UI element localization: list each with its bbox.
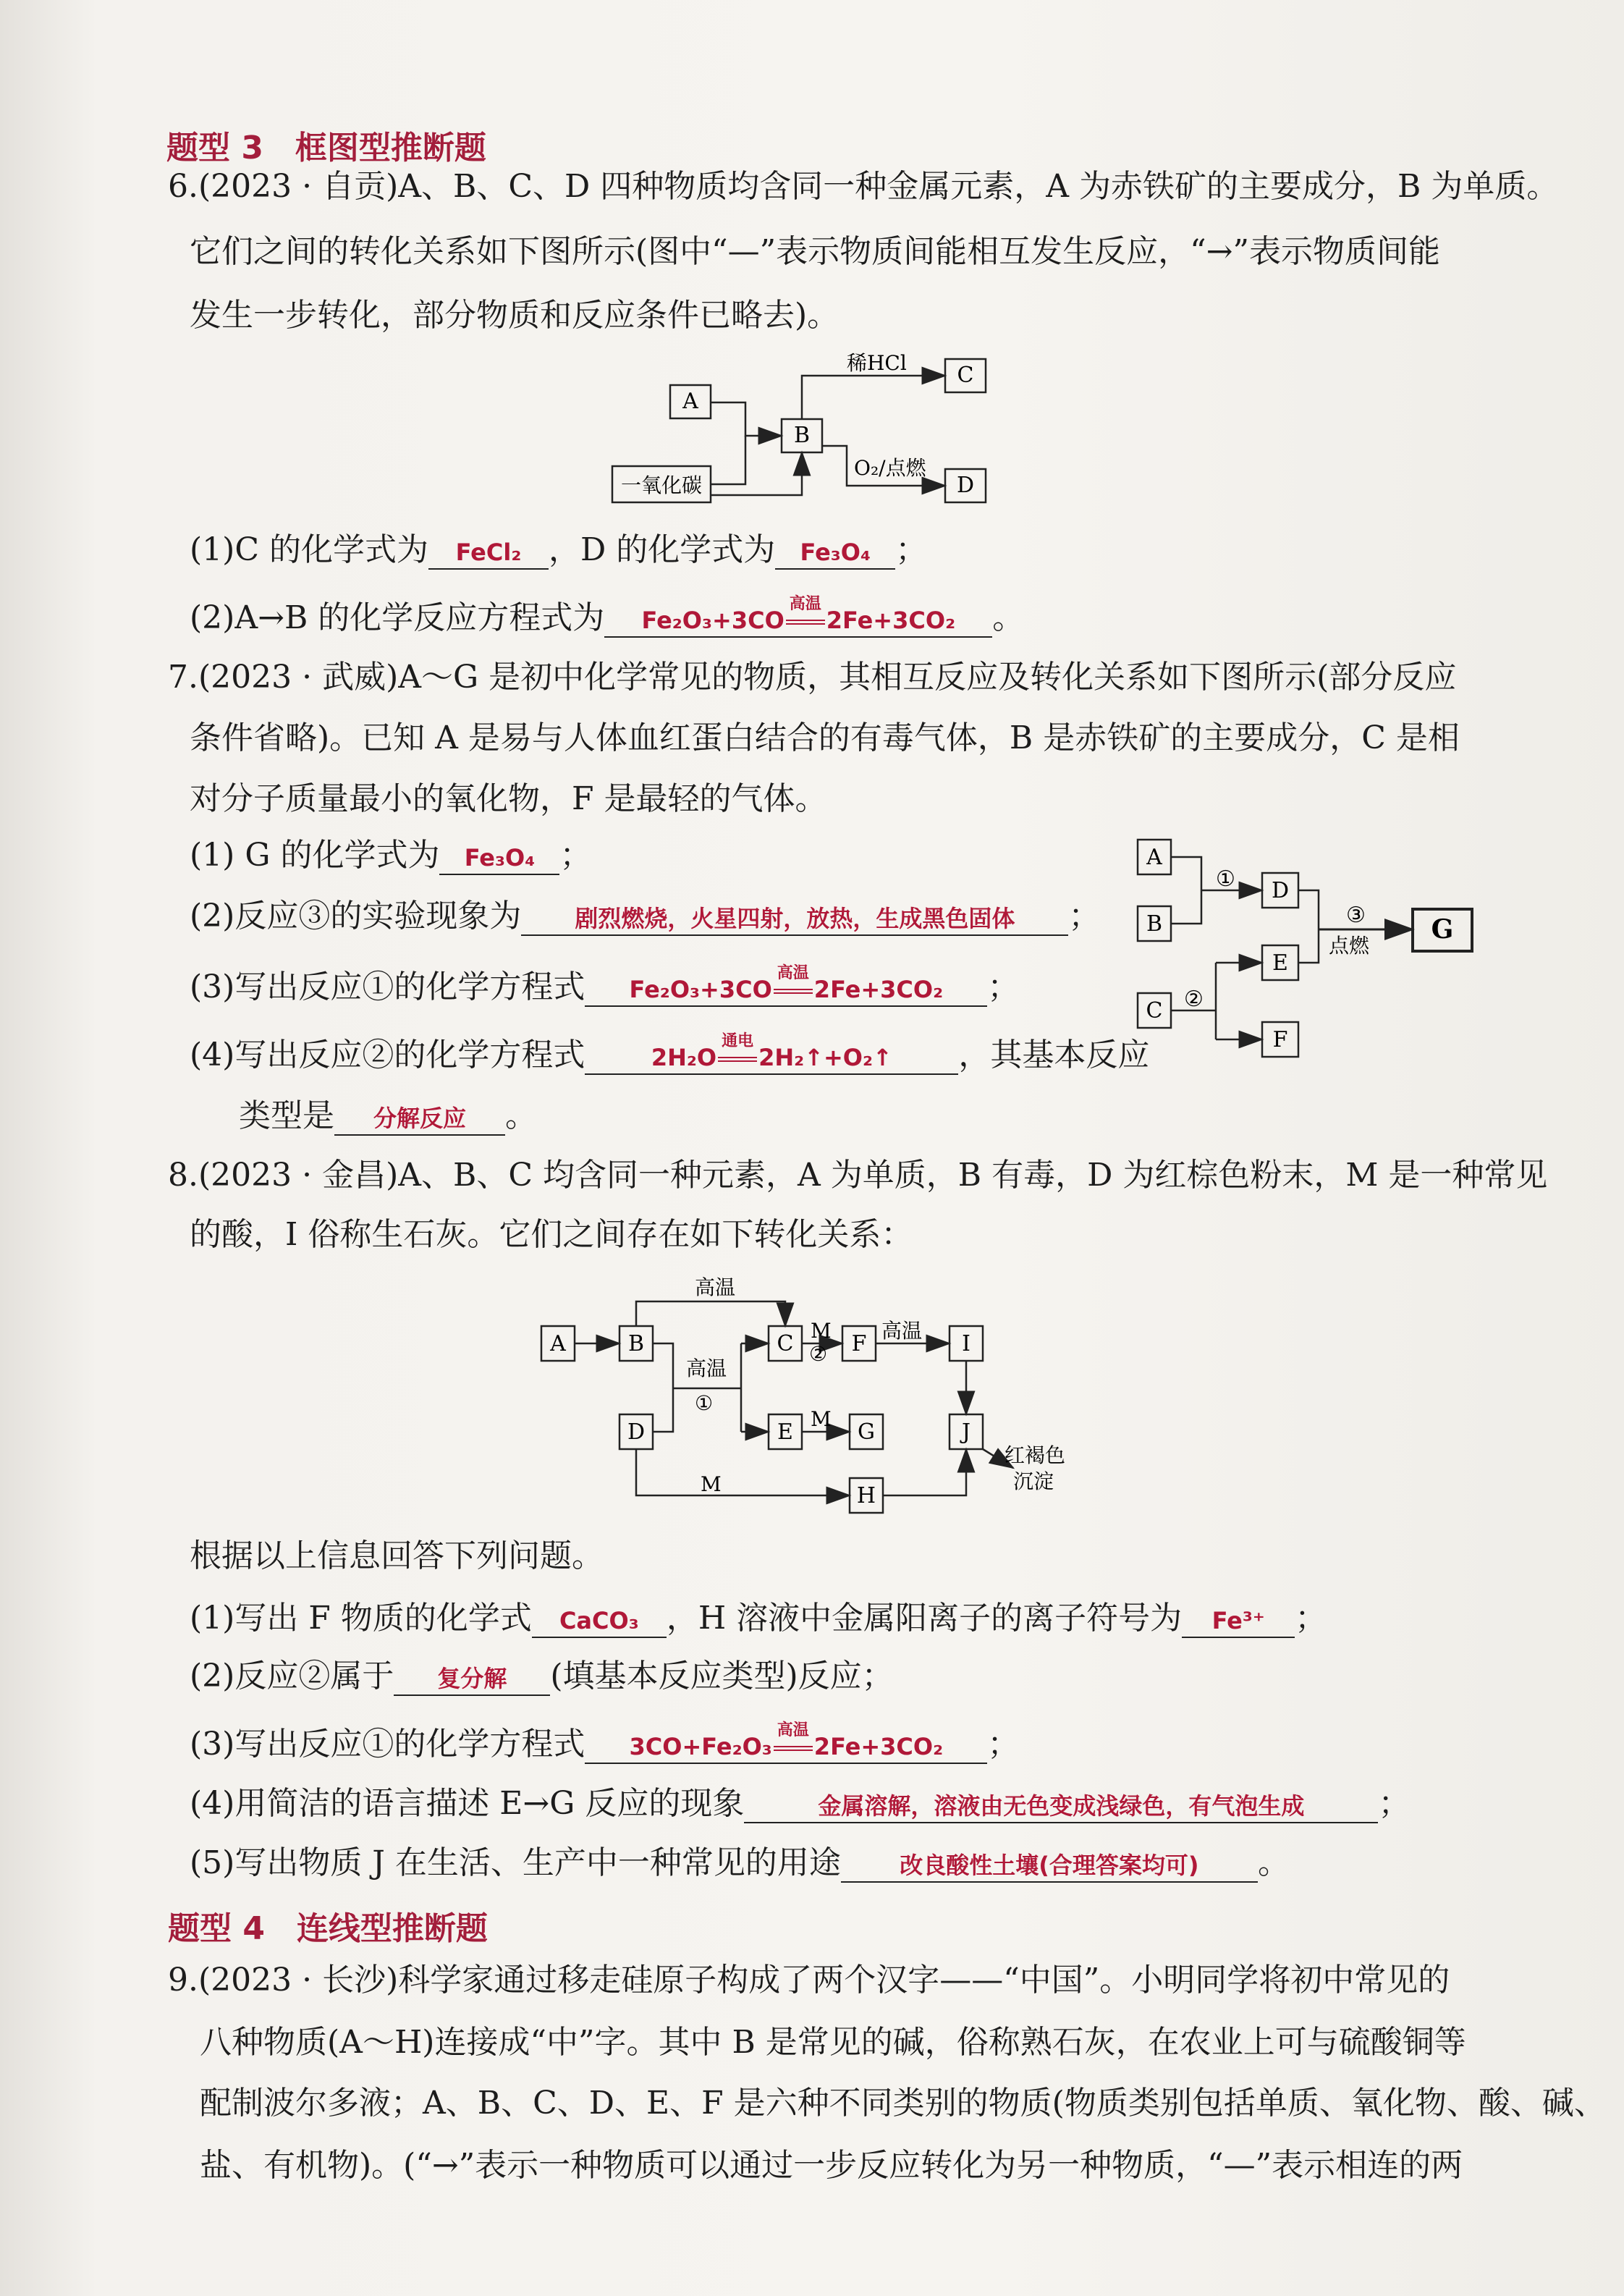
q7-line3: 对分子质量最小的氧化物，F 是最轻的气体。 <box>190 780 827 817</box>
q6-eq-left: Fe₂O₃+3CO <box>641 607 784 634</box>
q8-sub1 <box>190 1597 1327 1640</box>
q6-line3: 发生一步转化，部分物质和反应条件已略去)。 <box>190 297 840 334</box>
q9-line1: 9.(2023 · 长沙)科学家通过移走硅原子构成了两个汉字——“中国”。小明同学将初中常见的 <box>168 1962 1450 1999</box>
q7-label-b: B <box>1146 911 1163 937</box>
q8-label-c: C <box>777 1331 794 1356</box>
q8-sub3-answer <box>585 1721 987 1764</box>
q7-line2: 条件省略)。已知 A 是易与人体血红蛋白结合的有毒气体，B 是赤铁矿的主要成分，C 是相 <box>190 719 1460 756</box>
q8-sub4-prompt: (4)用简洁的语言描述 E→G 反应的现象 <box>190 1785 745 1822</box>
q7-sub4-answer <box>585 1032 958 1075</box>
q7-label-r2: ② <box>1184 987 1204 1012</box>
q8-sub1-answer-f: CaCO₃ <box>532 1605 667 1638</box>
q6-sub1-mid: ，D 的化学式为 <box>548 531 776 568</box>
q7-sub2-prompt: (2)反应③的实验现象为 <box>190 898 522 934</box>
q8-line1: 8.(2023 · 金昌)A、B、C 均含同一种元素，A 为单质，B 有毒，D 为红棕色粉末，M 是一种常见 <box>168 1157 1548 1194</box>
q6-sub2-answer <box>604 595 992 638</box>
q8-sub5 <box>190 1841 1290 1885</box>
q8-label-e: E <box>777 1419 793 1445</box>
q6-label-b: B <box>793 423 811 448</box>
q7-diagram <box>1129 830 1491 1083</box>
q6-label-o2: O₂/点燃 <box>854 456 926 480</box>
q7-sub1 <box>190 834 591 877</box>
q8-sub4-end: ； <box>1378 1785 1411 1822</box>
q8-label-b: B <box>627 1331 645 1356</box>
q9-line4: 盐、有机物)。(“→”表示一种物质可以通过一步反应转化为另一种物质，“—”表示相连的两 <box>200 2147 1463 2184</box>
q7-sub4-end: ，其基本反应 <box>958 1037 1150 1073</box>
q8-sub5-end: 。 <box>1257 1844 1290 1881</box>
q8-sub3 <box>190 1723 1019 1766</box>
q6-eq-right: 2Fe+3CO₂ <box>826 607 956 634</box>
q7-sub2-answer: 剧烈燃烧，火星四射，放热，生成黑色固体 <box>521 903 1068 936</box>
q8-sub2 <box>190 1655 894 1698</box>
q7-line1: 7.(2023 · 武威)A～G 是初中化学常见的物质，其相互反应及转化关系如下图所示(部分反应 <box>168 659 1457 696</box>
q8-label-j: J <box>961 1419 971 1445</box>
q7-sub4-prompt: (4)写出反应②的化学方程式 <box>190 1037 585 1073</box>
section-title-4: 题型 4 连线型推断题 <box>168 1910 488 1947</box>
q8-sub4-answer: 金属溶解，溶液由无色变成浅绿色，有气泡生成 <box>744 1790 1378 1823</box>
q7-eq2-left: 2H₂O <box>651 1044 717 1071</box>
q6-sub2 <box>190 596 1024 640</box>
q8-label-m2: M <box>811 1407 832 1431</box>
q7-sub3-answer <box>585 964 987 1007</box>
q8-eq-left: 3CO+Fe₂O₃ <box>629 1733 772 1760</box>
q7-sub1-prompt: (1) G 的化学式为 <box>190 837 440 874</box>
q7-eq2-condition: 通电 <box>722 1032 754 1050</box>
q8-sub1-end: ； <box>1295 1600 1327 1637</box>
q7-sub1-end: ； <box>559 837 592 874</box>
q7-sub2-end: ； <box>1068 898 1101 934</box>
q8-label-g: G <box>858 1419 875 1445</box>
q8-sub3-prompt: (3)写出反应①的化学方程式 <box>190 1726 585 1763</box>
q6-label-c: C <box>957 363 974 388</box>
q8-sub4 <box>190 1782 1410 1826</box>
q8-line2: 的酸，I 俗称生石灰。它们之间存在如下转化关系： <box>190 1216 913 1253</box>
q6-sub1-end: ； <box>895 531 928 568</box>
q8-eq-right: 2Fe+3CO₂ <box>813 1733 944 1760</box>
q8-sub2-answer: 复分解 <box>394 1663 550 1696</box>
q6-line2: 它们之间的转化关系如下图所示(图中“—”表示物质间能相互发生反应，“→”表示物质间能 <box>190 233 1441 270</box>
q8-intro: 根据以上信息回答下列问题。 <box>190 1537 604 1574</box>
q8-eq-condition: 高温 <box>777 1721 809 1739</box>
q8-label-r2: ② <box>809 1342 828 1366</box>
q6-sub1-prompt: (1)C 的化学式为 <box>190 531 428 568</box>
q6-line1: 6.(2023 · 自贡)A、B、C、D 四种物质均含同一种金属元素，A 为赤铁矿的主要成分，B 为单质。 <box>168 168 1559 205</box>
q6-label-a: A <box>682 389 698 414</box>
q6-sub1-answer-d: Fe₃O₄ <box>775 536 895 570</box>
q9-line2: 八种物质(A～H)连接成“中”字。其中 B 是常见的碱，俗称熟石灰，在农业上可与硫酸铜等 <box>200 2024 1466 2061</box>
q8-label-ppt2: 沉淀 <box>1013 1469 1054 1493</box>
q8-sub1-answer-ion: Fe³⁺ <box>1182 1605 1295 1638</box>
q7-label-c: C <box>1146 998 1163 1024</box>
q7-label-f: F <box>1272 1027 1288 1052</box>
q8-label-m1: M <box>811 1319 832 1343</box>
q6-eq-condition: 高温 <box>789 595 821 613</box>
q8-sub5-answer: 改良酸性土壤(合理答案均可) <box>841 1849 1258 1883</box>
q8-sub3-end: ； <box>987 1726 1020 1763</box>
q6-diagram <box>608 345 1013 518</box>
q7-sub3-prompt: (3)写出反应①的化学方程式 <box>190 968 585 1005</box>
q8-label-r1: ① <box>695 1391 714 1415</box>
q7-label-e: E <box>1272 950 1288 976</box>
q8-label-f: F <box>851 1331 867 1356</box>
q7-label-r3: ③ <box>1346 903 1366 928</box>
q7-eq1-condition: 高温 <box>777 964 809 982</box>
q8-label-h: H <box>856 1483 876 1508</box>
q7-sub3 <box>190 966 1019 1009</box>
q8-sub5-prompt: (5)写出物质 J 在生活、生产中一种常见的用途 <box>190 1844 841 1881</box>
q6-sub2-end: 。 <box>992 599 1025 636</box>
q7-label-r1: ① <box>1216 866 1235 892</box>
q7-eq2-right: 2H₂↑+O₂↑ <box>758 1044 892 1071</box>
q8-label-hot1: 高温 <box>695 1275 736 1299</box>
q7-sub5-answer: 分解反应 <box>334 1102 505 1136</box>
q7-sub5-prompt: 类型是 <box>239 1097 334 1134</box>
section-title-3: 题型 3 框图型推断题 <box>166 130 486 166</box>
q7-sub2 <box>190 895 1100 938</box>
q8-label-ppt1: 红褐色 <box>1005 1443 1066 1467</box>
q8-sub2-prompt: (2)反应②属于 <box>190 1658 394 1694</box>
q7-label-a: A <box>1146 845 1162 870</box>
q8-label-d: D <box>627 1419 646 1445</box>
q6-label-d: D <box>956 473 975 498</box>
q6-sub2-prompt: (2)A→B 的化学反应方程式为 <box>190 599 605 636</box>
q7-sub3-end: ； <box>987 968 1020 1005</box>
q7-label-d: D <box>1271 878 1290 903</box>
q6-label-acid: 稀HCl <box>847 351 907 375</box>
q8-diagram <box>536 1268 1115 1519</box>
q7-eq1-left: Fe₂O₃+3CO <box>629 976 772 1003</box>
q9-line3: 配制波尔多液；A、B、C、D、E、F 是六种不同类别的物质(物质类别包括单质、氧化物、酸、碱、 <box>200 2085 1606 2122</box>
q7-sub5 <box>239 1094 537 1138</box>
q6-sub1 <box>190 528 927 572</box>
q7-label-g: G <box>1431 914 1454 945</box>
q8-sub1-prompt: (1)写出 F 物质的化学式 <box>190 1600 532 1637</box>
q8-label-i: I <box>962 1331 970 1356</box>
q7-sub1-answer: Fe₃O₄ <box>439 842 559 875</box>
q7-sub5-end: 。 <box>505 1097 537 1134</box>
q8-sub1-mid: ，H 溶液中金属阳离子的离子符号为 <box>666 1600 1183 1637</box>
q6-sub1-answer-c: FeCl₂ <box>428 536 549 570</box>
q8-sub2-end: (填基本反应类型)反应； <box>550 1658 894 1694</box>
q8-label-m3: M <box>701 1472 722 1496</box>
q7-label-burn: 点燃 <box>1329 934 1370 958</box>
q7-sub4 <box>190 1034 1149 1077</box>
q6-label-co: 一氧化碳 <box>620 473 703 497</box>
q7-eq1-right: 2Fe+3CO₂ <box>813 976 944 1003</box>
q8-label-hot3: 高温 <box>881 1319 923 1343</box>
q8-label-hot2: 高温 <box>686 1356 727 1380</box>
q8-label-a: A <box>550 1331 566 1356</box>
